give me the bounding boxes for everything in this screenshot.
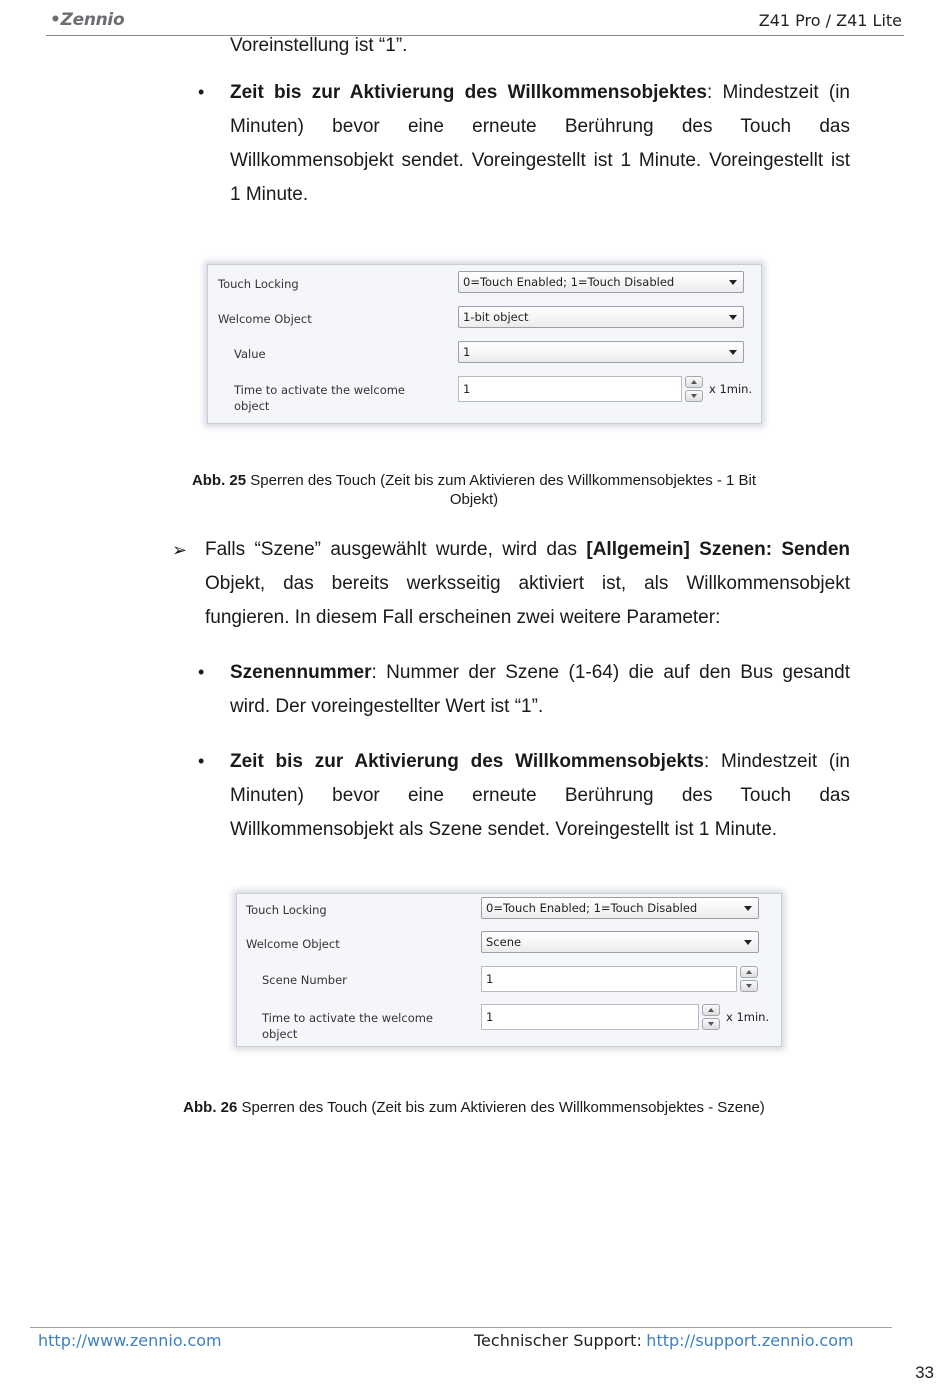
website-link[interactable]: http://www.zennio.com	[38, 1331, 222, 1350]
select-value: Scene	[486, 935, 522, 949]
chevron-down-icon	[729, 350, 737, 355]
scene-number-input[interactable]: 1	[481, 966, 737, 992]
chevron-down-icon	[729, 280, 737, 285]
footer-divider	[30, 1327, 892, 1328]
continuation-line: Voreinstellung ist “1”.	[230, 35, 408, 56]
bullet-item-welcome-time	[230, 76, 850, 212]
touch-locking-label: Touch Locking	[218, 277, 299, 291]
scene-number-stepper[interactable]	[740, 966, 758, 992]
label-line: object	[262, 1027, 298, 1041]
welcome-object-label: Welcome Object	[246, 937, 340, 951]
header-divider	[46, 35, 904, 36]
bullet-text: : Mindestzeit (in	[706, 82, 850, 103]
page-number: 33	[915, 1363, 934, 1382]
select-value: 0=Touch Enabled; 1=Touch Disabled	[463, 275, 675, 289]
stepper-down-icon[interactable]	[702, 1018, 720, 1030]
settings-panel-scene	[236, 893, 782, 1047]
chevron-down-icon	[729, 315, 737, 320]
figure-caption-25	[160, 471, 788, 509]
support-link[interactable]: http://support.zennio.com	[646, 1331, 854, 1350]
unit-label: x 1min.	[726, 1010, 770, 1024]
label-line: Time to activate the welcome	[234, 383, 406, 397]
select-value: 0=Touch Enabled; 1=Touch Disabled	[486, 901, 698, 915]
time-to-activate-label	[234, 382, 405, 414]
bullet-term: Zeit bis zur Aktivierung des Willkommensobjektes	[230, 82, 707, 103]
caption-text: Sperren des Touch (Zeit bis zum Aktivieren des Willkommensobjektes - 1 Bit	[246, 472, 757, 489]
figure-caption-26	[120, 1098, 828, 1117]
zennio-logo: •Zennio	[50, 10, 125, 30]
touch-locking-select[interactable]	[481, 897, 759, 919]
arrow-item-scene	[205, 533, 850, 635]
bullet-text: Willkommensobjekt als Szene sendet. Voreingestellt ist 1 Minute.	[230, 819, 778, 840]
bullet-text: Minuten) bevor eine erneute Berührung des Touch das	[230, 116, 850, 137]
welcome-object-select[interactable]	[458, 306, 744, 328]
time-to-activate-input[interactable]: 1	[458, 376, 682, 402]
stepper-up-icon[interactable]	[740, 966, 758, 978]
parameter-reference: [Allgemein] Szenen: Senden	[586, 539, 850, 560]
arrow-bullet-icon: ➢	[172, 540, 188, 561]
caption-text: Sperren des Touch (Zeit bis zum Aktivieren des Willkommensobjektes - Szene)	[237, 1099, 765, 1116]
bullet-item-welcome-time-scene	[230, 745, 850, 847]
time-stepper[interactable]	[702, 1004, 720, 1030]
bullet-text: : Mindestzeit (in	[703, 751, 851, 772]
value-select[interactable]	[458, 341, 744, 363]
caption-number: Abb. 25	[191, 472, 247, 489]
label-line: Time to activate the welcome	[262, 1011, 434, 1025]
bullet-dot-icon: •	[198, 751, 205, 771]
touch-locking-select[interactable]	[458, 271, 744, 293]
scene-number-label: Scene Number	[262, 973, 347, 987]
arrow-item-text: fungieren. In diesem Fall erscheinen zwei weitere Parameter:	[205, 607, 721, 628]
bullet-text: : Nummer der Szene (1-64) die auf den Bus gesandt	[371, 662, 850, 683]
bullet-term: Szenennummer	[230, 662, 372, 683]
stepper-down-icon[interactable]	[740, 980, 758, 992]
select-value: 1	[463, 345, 471, 359]
unit-label: x 1min.	[709, 382, 753, 396]
document-title: Z41 Pro / Z41 Lite	[758, 11, 902, 30]
time-to-activate-label	[262, 1010, 433, 1042]
settings-panel-1bit	[207, 264, 762, 424]
chevron-down-icon	[744, 906, 752, 911]
caption-number: Abb. 26	[183, 1099, 238, 1116]
arrow-item-text: Objekt, das bereits werksseitig aktiviert ist, als Willkommensobjekt	[205, 573, 850, 594]
arrow-item-text: Falls “Szene” ausgewählt wurde, wird das	[205, 539, 587, 560]
welcome-object-label: Welcome Object	[218, 312, 312, 326]
touch-locking-label: Touch Locking	[246, 903, 327, 917]
bullet-item-scene-number	[230, 656, 850, 724]
time-to-activate-input[interactable]: 1	[481, 1004, 699, 1030]
bullet-dot-icon: •	[198, 662, 205, 682]
bullet-term: Zeit bis zur Aktivierung des Willkommensobjekts	[230, 751, 704, 772]
welcome-object-select[interactable]	[481, 931, 759, 953]
label-line: object	[234, 399, 270, 413]
bullet-dot-icon: •	[198, 82, 205, 102]
select-value: 1-bit object	[463, 310, 529, 324]
time-stepper[interactable]	[685, 376, 703, 402]
stepper-up-icon[interactable]	[685, 376, 703, 388]
support-label: Technischer Support:	[474, 1331, 642, 1350]
bullet-text: Willkommensobjekt sendet. Voreingestellt ist 1 Minute. Voreingestellt ist	[230, 150, 850, 171]
support-info	[474, 1331, 854, 1351]
bullet-text: wird. Der voreingestellter Wert ist “1”.	[230, 696, 544, 717]
bullet-text: Minuten) bevor eine erneute Berührung des Touch das	[230, 785, 850, 806]
stepper-down-icon[interactable]	[685, 390, 703, 402]
bullet-text: 1 Minute.	[230, 184, 309, 205]
chevron-down-icon	[744, 940, 752, 945]
stepper-up-icon[interactable]	[702, 1004, 720, 1016]
value-label: Value	[234, 347, 266, 361]
caption-text: Objekt)	[449, 491, 499, 508]
